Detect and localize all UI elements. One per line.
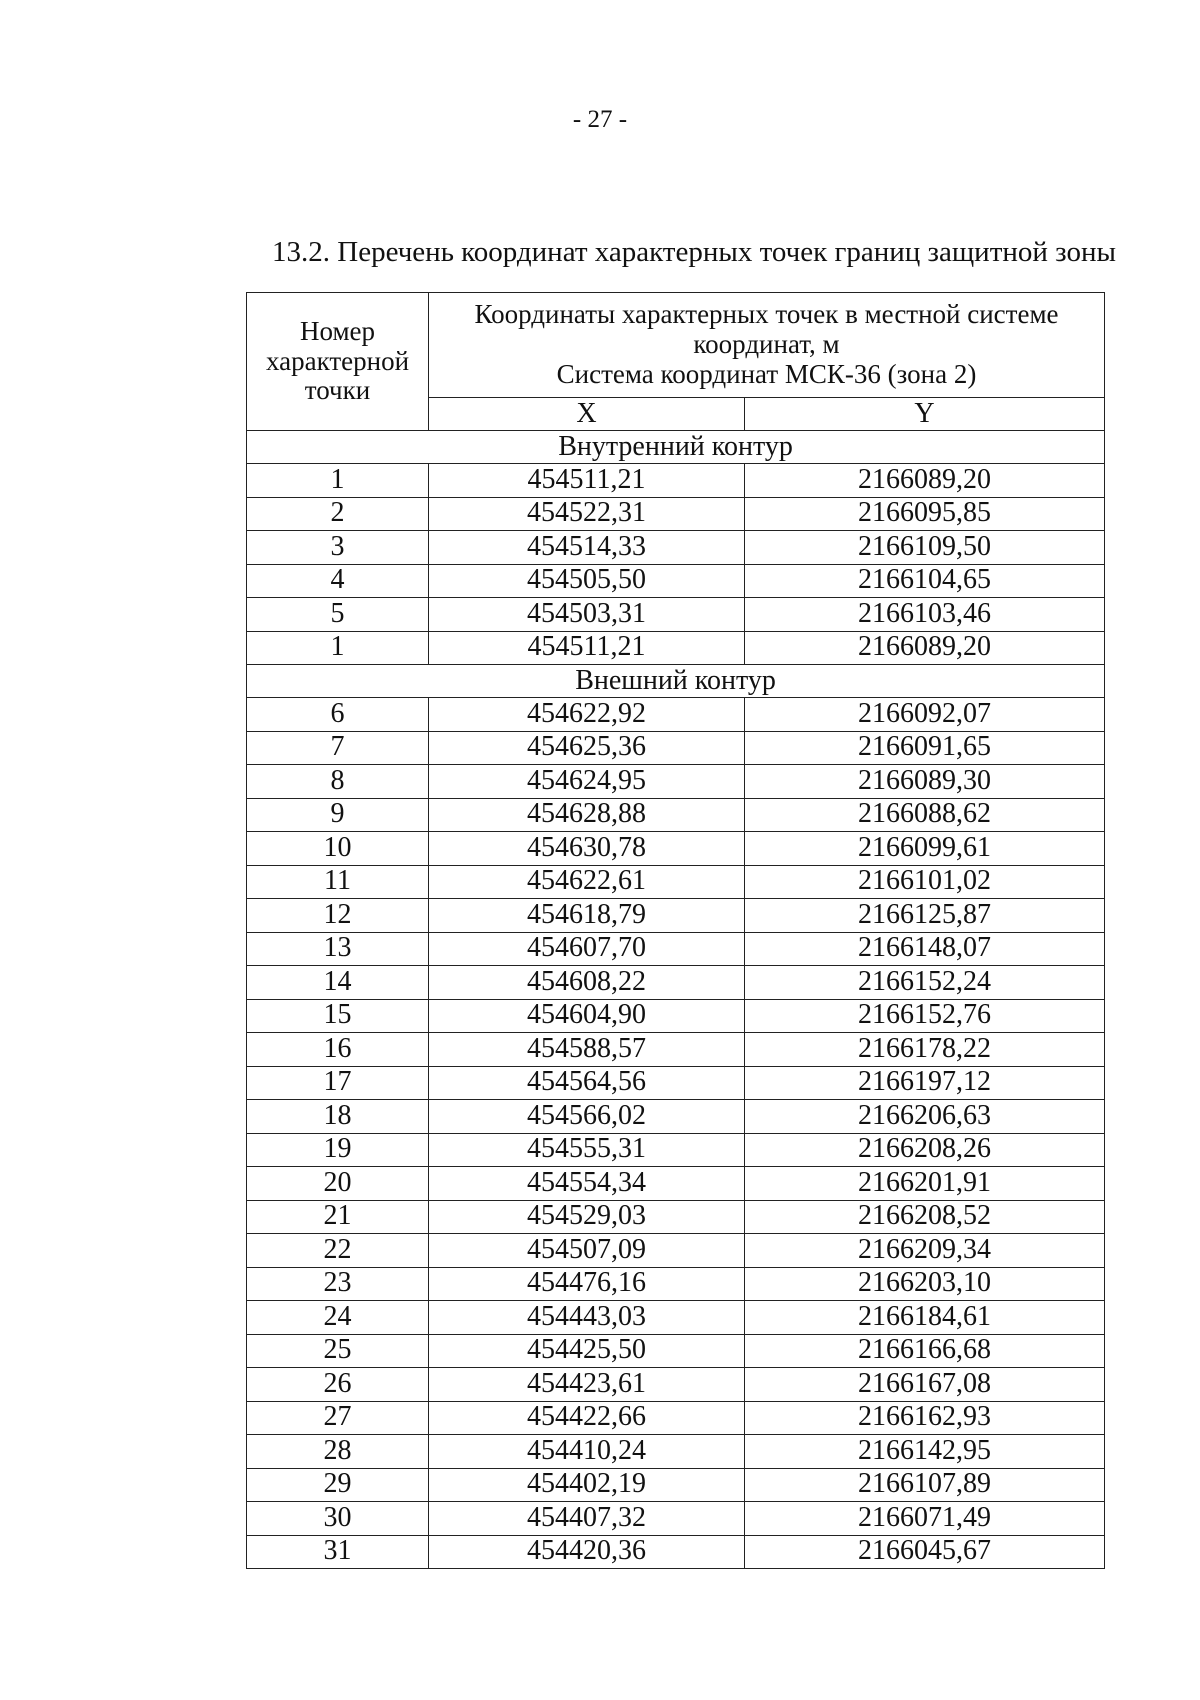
table-row xyxy=(247,1234,1105,1268)
x-column-header: X xyxy=(429,398,745,431)
group-title: Внешний контур xyxy=(247,665,1105,698)
y-coordinate-cell: 2166095,85 xyxy=(745,497,1105,531)
y-coordinate-cell: 2166167,08 xyxy=(745,1368,1105,1402)
x-coordinate-cell: 454503,31 xyxy=(429,598,745,632)
x-coordinate-cell: 454514,33 xyxy=(429,531,745,565)
group-row xyxy=(247,665,1105,698)
point-number-cell: 26 xyxy=(247,1368,429,1402)
y-coordinate-cell: 2166109,50 xyxy=(745,531,1105,565)
point-number-cell: 5 xyxy=(247,598,429,632)
table-row xyxy=(247,966,1105,1000)
table-row xyxy=(247,497,1105,531)
x-coordinate-cell: 454522,31 xyxy=(429,497,745,531)
y-coordinate-cell: 2166091,65 xyxy=(745,731,1105,765)
table-row xyxy=(247,1368,1105,1402)
x-coordinate-cell: 454425,50 xyxy=(429,1334,745,1368)
coordinates-header-line: Система координат МСК-36 (зона 2) xyxy=(556,358,977,389)
y-coordinate-cell: 2166101,02 xyxy=(745,865,1105,899)
point-number-header-line: характерной xyxy=(265,345,410,376)
table-body xyxy=(247,431,1105,1569)
point-number-cell: 18 xyxy=(247,1100,429,1134)
point-number-cell: 6 xyxy=(247,698,429,732)
point-number-cell: 25 xyxy=(247,1334,429,1368)
table-row xyxy=(247,765,1105,799)
point-number-cell: 1 xyxy=(247,464,429,498)
point-number-cell: 29 xyxy=(247,1468,429,1502)
table-row xyxy=(247,598,1105,632)
x-coordinate-cell: 454511,21 xyxy=(429,464,745,498)
point-number-header-line: точки xyxy=(304,375,371,406)
y-coordinate-cell: 2166208,52 xyxy=(745,1200,1105,1234)
x-coordinate-cell: 454476,16 xyxy=(429,1267,745,1301)
point-number-cell: 21 xyxy=(247,1200,429,1234)
table-row xyxy=(247,932,1105,966)
point-number-cell: 8 xyxy=(247,765,429,799)
table-row xyxy=(247,798,1105,832)
point-number-cell: 23 xyxy=(247,1267,429,1301)
x-coordinate-cell: 454422,66 xyxy=(429,1401,745,1435)
point-number-cell: 1 xyxy=(247,631,429,665)
x-coordinate-cell: 454607,70 xyxy=(429,932,745,966)
y-coordinate-cell: 2166152,76 xyxy=(745,999,1105,1033)
point-number-cell: 19 xyxy=(247,1133,429,1167)
y-coordinate-cell: 2166107,89 xyxy=(745,1468,1105,1502)
point-number-cell: 24 xyxy=(247,1301,429,1335)
point-number-cell: 27 xyxy=(247,1401,429,1435)
x-coordinate-cell: 454630,78 xyxy=(429,832,745,866)
x-coordinate-cell: 454624,95 xyxy=(429,765,745,799)
x-coordinate-cell: 454628,88 xyxy=(429,798,745,832)
point-number-cell: 12 xyxy=(247,899,429,933)
point-number-cell: 10 xyxy=(247,832,429,866)
y-coordinate-cell: 2166099,61 xyxy=(745,832,1105,866)
y-coordinate-cell: 2166166,68 xyxy=(745,1334,1105,1368)
table-row xyxy=(247,464,1105,498)
table-row xyxy=(247,1334,1105,1368)
y-coordinate-cell: 2166184,61 xyxy=(745,1301,1105,1335)
point-number-cell: 11 xyxy=(247,865,429,899)
x-coordinate-cell: 454622,61 xyxy=(429,865,745,899)
point-number-cell: 22 xyxy=(247,1234,429,1268)
table-row xyxy=(247,1033,1105,1067)
x-coordinate-cell: 454555,31 xyxy=(429,1133,745,1167)
x-coordinate-cell: 454511,21 xyxy=(429,631,745,665)
coordinates-header xyxy=(429,293,1105,398)
point-number-header-line: Номер xyxy=(299,315,376,346)
point-number-cell: 9 xyxy=(247,798,429,832)
table-row xyxy=(247,1301,1105,1335)
point-number-cell: 17 xyxy=(247,1066,429,1100)
table-row xyxy=(247,531,1105,565)
point-number-cell: 7 xyxy=(247,731,429,765)
point-number-cell: 15 xyxy=(247,999,429,1033)
y-column-header: Y xyxy=(745,398,1105,431)
group-row xyxy=(247,431,1105,464)
x-coordinate-cell: 454529,03 xyxy=(429,1200,745,1234)
point-number-cell: 14 xyxy=(247,966,429,1000)
coordinates-header-line: Координаты характерных точек в местной системе xyxy=(474,299,1059,330)
table-row xyxy=(247,1167,1105,1201)
table-row xyxy=(247,631,1105,665)
table-row xyxy=(247,1401,1105,1435)
y-coordinate-cell: 2166089,20 xyxy=(745,464,1105,498)
table-row xyxy=(247,731,1105,765)
coordinates-header-line: координат, м xyxy=(693,329,840,360)
y-coordinate-cell: 2166092,07 xyxy=(745,698,1105,732)
table-row xyxy=(247,865,1105,899)
x-coordinate-cell: 454402,19 xyxy=(429,1468,745,1502)
y-coordinate-cell: 2166208,26 xyxy=(745,1133,1105,1167)
x-coordinate-cell: 454423,61 xyxy=(429,1368,745,1402)
table-row xyxy=(247,1200,1105,1234)
y-coordinate-cell: 2166089,30 xyxy=(745,765,1105,799)
y-coordinate-cell: 2166206,63 xyxy=(745,1100,1105,1134)
x-coordinate-cell: 454566,02 xyxy=(429,1100,745,1134)
page-number: - 27 - xyxy=(572,106,628,133)
x-coordinate-cell: 454588,57 xyxy=(429,1033,745,1067)
x-coordinate-cell: 454410,24 xyxy=(429,1435,745,1469)
point-number-cell: 20 xyxy=(247,1167,429,1201)
table-row xyxy=(247,1502,1105,1536)
x-coordinate-cell: 454604,90 xyxy=(429,999,745,1033)
coordinates-table xyxy=(246,292,1105,1569)
y-coordinate-cell: 2166209,34 xyxy=(745,1234,1105,1268)
y-coordinate-cell: 2166201,91 xyxy=(745,1167,1105,1201)
x-coordinate-cell: 454443,03 xyxy=(429,1301,745,1335)
point-number-cell: 2 xyxy=(247,497,429,531)
x-coordinate-cell: 454507,09 xyxy=(429,1234,745,1268)
y-coordinate-cell: 2166178,22 xyxy=(745,1033,1105,1067)
x-coordinate-cell: 454407,32 xyxy=(429,1502,745,1536)
group-title: Внутренний контур xyxy=(247,431,1105,464)
y-coordinate-cell: 2166104,65 xyxy=(745,564,1105,598)
x-coordinate-cell: 454554,34 xyxy=(429,1167,745,1201)
x-coordinate-cell: 454564,56 xyxy=(429,1066,745,1100)
point-number-header xyxy=(247,293,429,431)
table-row xyxy=(247,999,1105,1033)
point-number-cell: 13 xyxy=(247,932,429,966)
point-number-cell: 28 xyxy=(247,1435,429,1469)
y-coordinate-cell: 2166152,24 xyxy=(745,966,1105,1000)
table-row xyxy=(247,832,1105,866)
y-coordinate-cell: 2166203,10 xyxy=(745,1267,1105,1301)
x-coordinate-cell: 454505,50 xyxy=(429,564,745,598)
y-coordinate-cell: 2166162,93 xyxy=(745,1401,1105,1435)
y-coordinate-cell: 2166125,87 xyxy=(745,899,1105,933)
table-row xyxy=(247,1100,1105,1134)
x-coordinate-cell: 454618,79 xyxy=(429,899,745,933)
table-row xyxy=(247,1267,1105,1301)
table-row xyxy=(247,1435,1105,1469)
y-coordinate-cell: 2166142,95 xyxy=(745,1435,1105,1469)
table-row xyxy=(247,899,1105,933)
x-coordinate-cell: 454622,92 xyxy=(429,698,745,732)
y-coordinate-cell: 2166088,62 xyxy=(745,798,1105,832)
y-coordinate-cell: 2166148,07 xyxy=(745,932,1105,966)
table-row xyxy=(247,698,1105,732)
y-coordinate-cell: 2166071,49 xyxy=(745,1502,1105,1536)
y-coordinate-cell: 2166103,46 xyxy=(745,598,1105,632)
table-row xyxy=(247,1133,1105,1167)
table-row xyxy=(247,1535,1105,1569)
section-title: 13.2. Перечень координат характерных точек границ защитной зоны xyxy=(272,236,1116,268)
table-row xyxy=(247,564,1105,598)
y-coordinate-cell: 2166045,67 xyxy=(745,1535,1105,1569)
x-coordinate-cell: 454420,36 xyxy=(429,1535,745,1569)
table-row xyxy=(247,1066,1105,1100)
point-number-cell: 16 xyxy=(247,1033,429,1067)
y-coordinate-cell: 2166089,20 xyxy=(745,631,1105,665)
point-number-cell: 4 xyxy=(247,564,429,598)
point-number-cell: 31 xyxy=(247,1535,429,1569)
table-row xyxy=(247,1468,1105,1502)
y-coordinate-cell: 2166197,12 xyxy=(745,1066,1105,1100)
point-number-cell: 3 xyxy=(247,531,429,565)
x-coordinate-cell: 454625,36 xyxy=(429,731,745,765)
x-coordinate-cell: 454608,22 xyxy=(429,966,745,1000)
point-number-cell: 30 xyxy=(247,1502,429,1536)
